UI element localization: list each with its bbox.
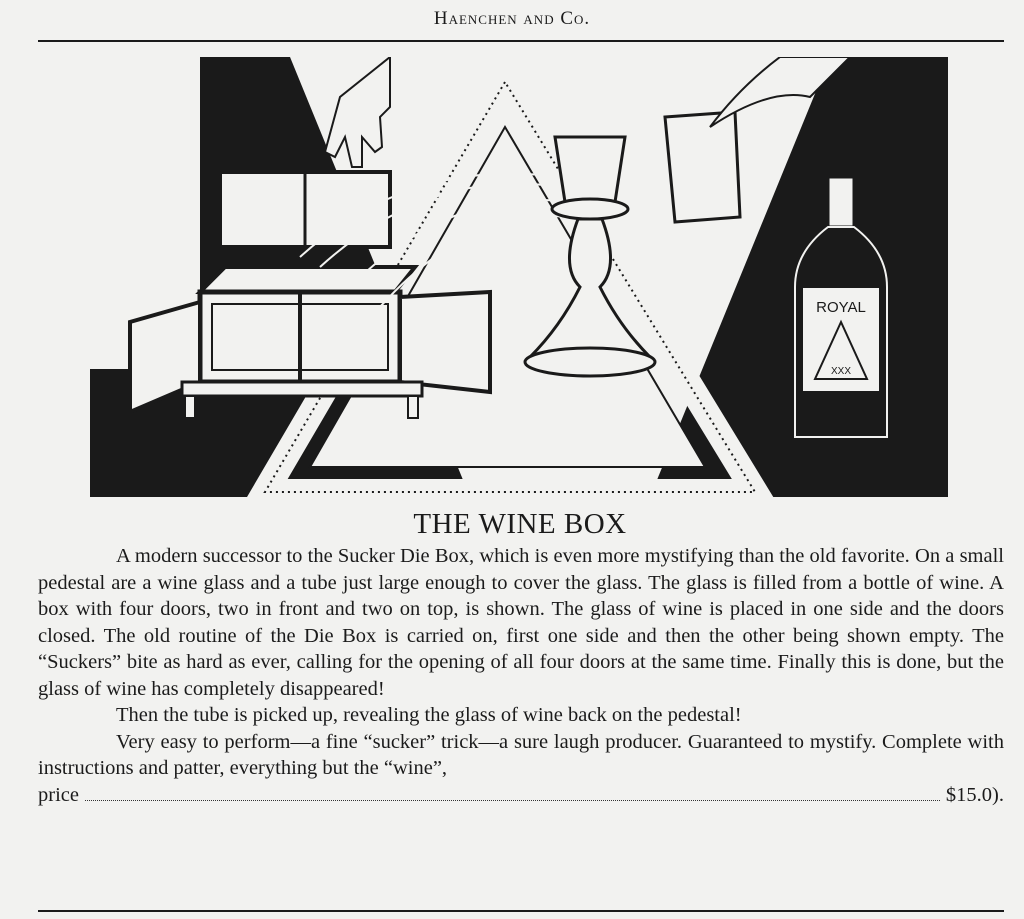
price-leader-dots (85, 800, 940, 801)
price-label: price (38, 783, 79, 806)
article-title: THE WINE BOX (413, 508, 627, 540)
summary-paragraph: Very easy to perform—a fine “sucker” trick—a sure laugh producer. Guaranteed to mystify. Complete with instructions and patter, everything but the “wine”, (38, 730, 1004, 779)
reveal-paragraph: Then the tube is picked up, revealing the glass of wine back on the pedestal! (116, 704, 742, 726)
bottle-mark-text: XXX (830, 366, 852, 377)
bottle-label-text: ROYAL (816, 299, 866, 316)
price-row (38, 782, 1004, 809)
article-body (38, 543, 1004, 808)
description-paragraph: A modern successor to the Sucker Die Box, which is even more mystifying than the old favorite. On a small pedestal are a wine glass and a tube just large enough to cover the glass. The glass is filled from a bottle of wine. A box with four doors, two in front and two on top, is shown. The glass of wine is placed in one side and the doors closed. The old routine of the Die Box is carried on, first one side and then the other being shown empty. The “Suckers” bite as hard as ever, calling for the opening of all four doors at the same time. Finally this is done, but the glass of wine has completely disappeared! (38, 545, 1004, 700)
price-value: $15.0). (945, 783, 1004, 806)
footer-rule (38, 910, 1004, 912)
catalog-header: Haenchen and Co. (433, 8, 591, 29)
wine-box-illustration (90, 57, 948, 497)
header-rule (38, 40, 1004, 42)
